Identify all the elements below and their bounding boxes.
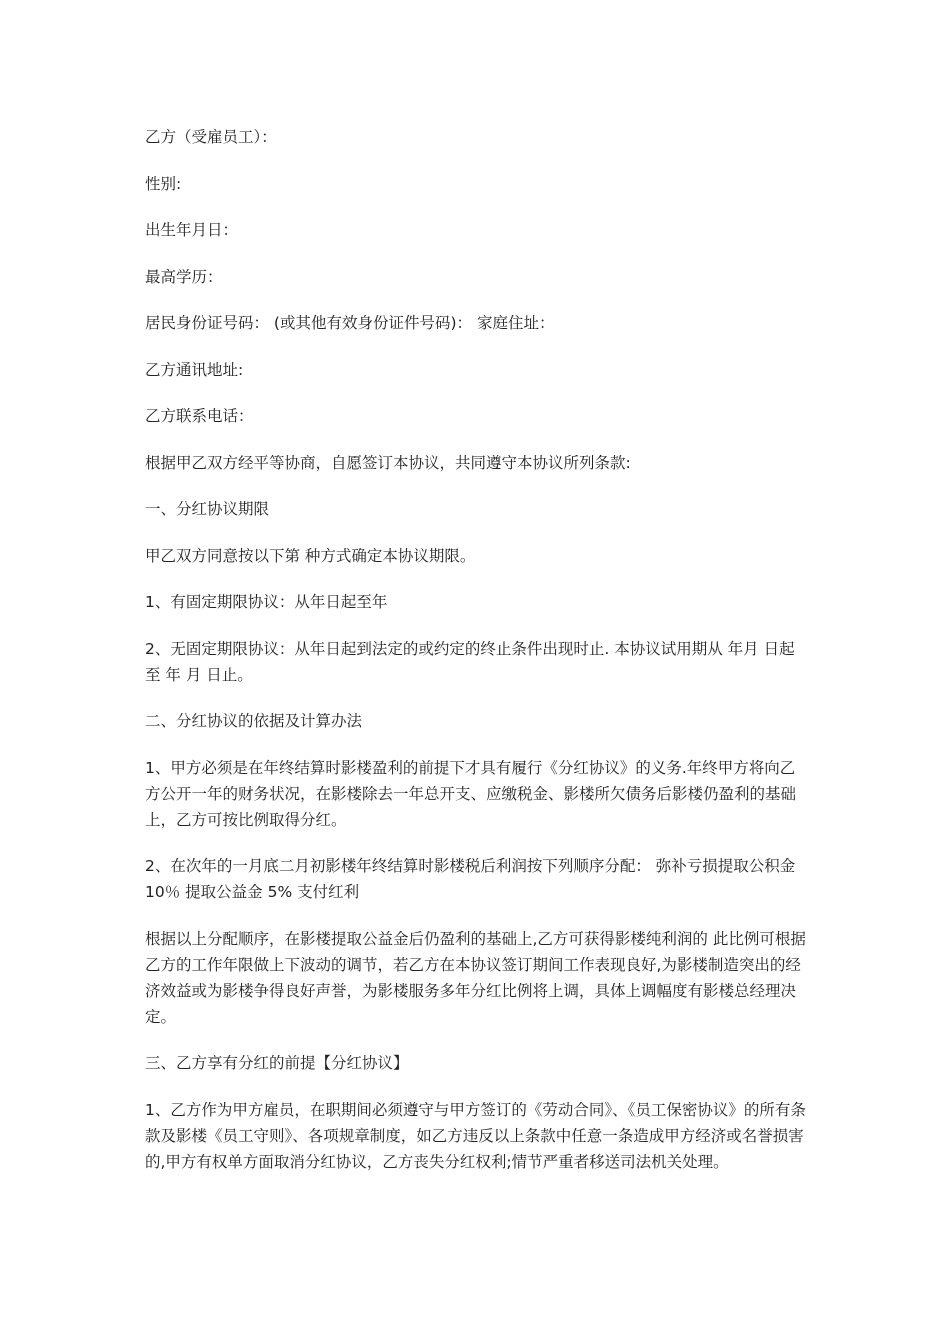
section-1-heading: 一、分红协议期限: [145, 500, 270, 518]
dividend-ratio-clause: 根据以上分配顺序，在影楼提取公益金后仍盈利的基础上,乙方可获得影楼纯利润的 此比例可根据乙方的工作年限做上下波动的调节，若乙方在本协议签订期间工作表现良好,为影楼制造突出的经济效益或为影楼争得良好声誉，为影楼服务多年分红比例将上调，具体上调幅度有影楼总经理决定。: [145, 929, 806, 1026]
section-3-heading: 三、乙方享有分红的前提【分红协议】: [145, 1054, 409, 1072]
profit-distribution-clause: 2、在次年的一月底二月初影楼年终结算时影楼税后利润按下列顺序分配： 弥补亏损提取公积金 10％ 提取公益金 5% 支付红利: [145, 857, 796, 901]
birth-date-field: 出生年月日：: [145, 221, 239, 239]
term-intro: 甲乙双方同意按以下第 种方式确定本协议期限。: [145, 546, 476, 565]
party-b-heading: 乙方（受雇员工）：: [145, 128, 277, 146]
agreement-preamble: 根据甲乙双方经平等协商，自愿签订本协议，共同遵守本协议所列条款:: [145, 453, 631, 472]
dividend-basis-clause: 1、甲方必须是在年终结算时影楼盈利的前提下才具有履行《分红协议》的义务.年终甲方将向乙方公开一年的财务状况，在影楼除去一年总开支、应缴税金、影楼所欠债务后影楼仍盈利的基础上，乙方可按比例取得分红。: [145, 758, 797, 829]
document-body: [145, 124, 810, 1195]
employee-obligation-clause: 1、乙方作为甲方雇员，在职期间必须遵守与甲方签订的《劳动合同》、《员工保密协议》的所有条款及影楼《员工守则》、各项规章制度，如乙方违反以上条款中任意一条造成甲方经济或名誉损害的,甲方有权单方面取消分红协议，乙方丧失分红权利;情节严重者移送司法机关处理。: [145, 1100, 806, 1171]
mailing-address-field: 乙方通讯地址:: [145, 360, 244, 379]
id-number-field: 居民身份证号码： (或其他有效身份证件号码)： 家庭住址：: [145, 314, 555, 332]
open-term-clause: 2、无固定期限协议：从年日起到法定的或约定的终止条件出现时止. 本协议试用期从 年月 日起至 年 月 日止。: [145, 639, 795, 684]
fixed-term-clause: 1、有固定期限协议：从年日起至年: [145, 593, 388, 611]
gender-field: 性别:: [145, 174, 182, 193]
phone-field: 乙方联系电话：: [145, 407, 254, 425]
education-field: 最高学历：: [145, 267, 223, 286]
section-2-heading: 二、分红协议的依据及计算办法: [145, 712, 363, 730]
